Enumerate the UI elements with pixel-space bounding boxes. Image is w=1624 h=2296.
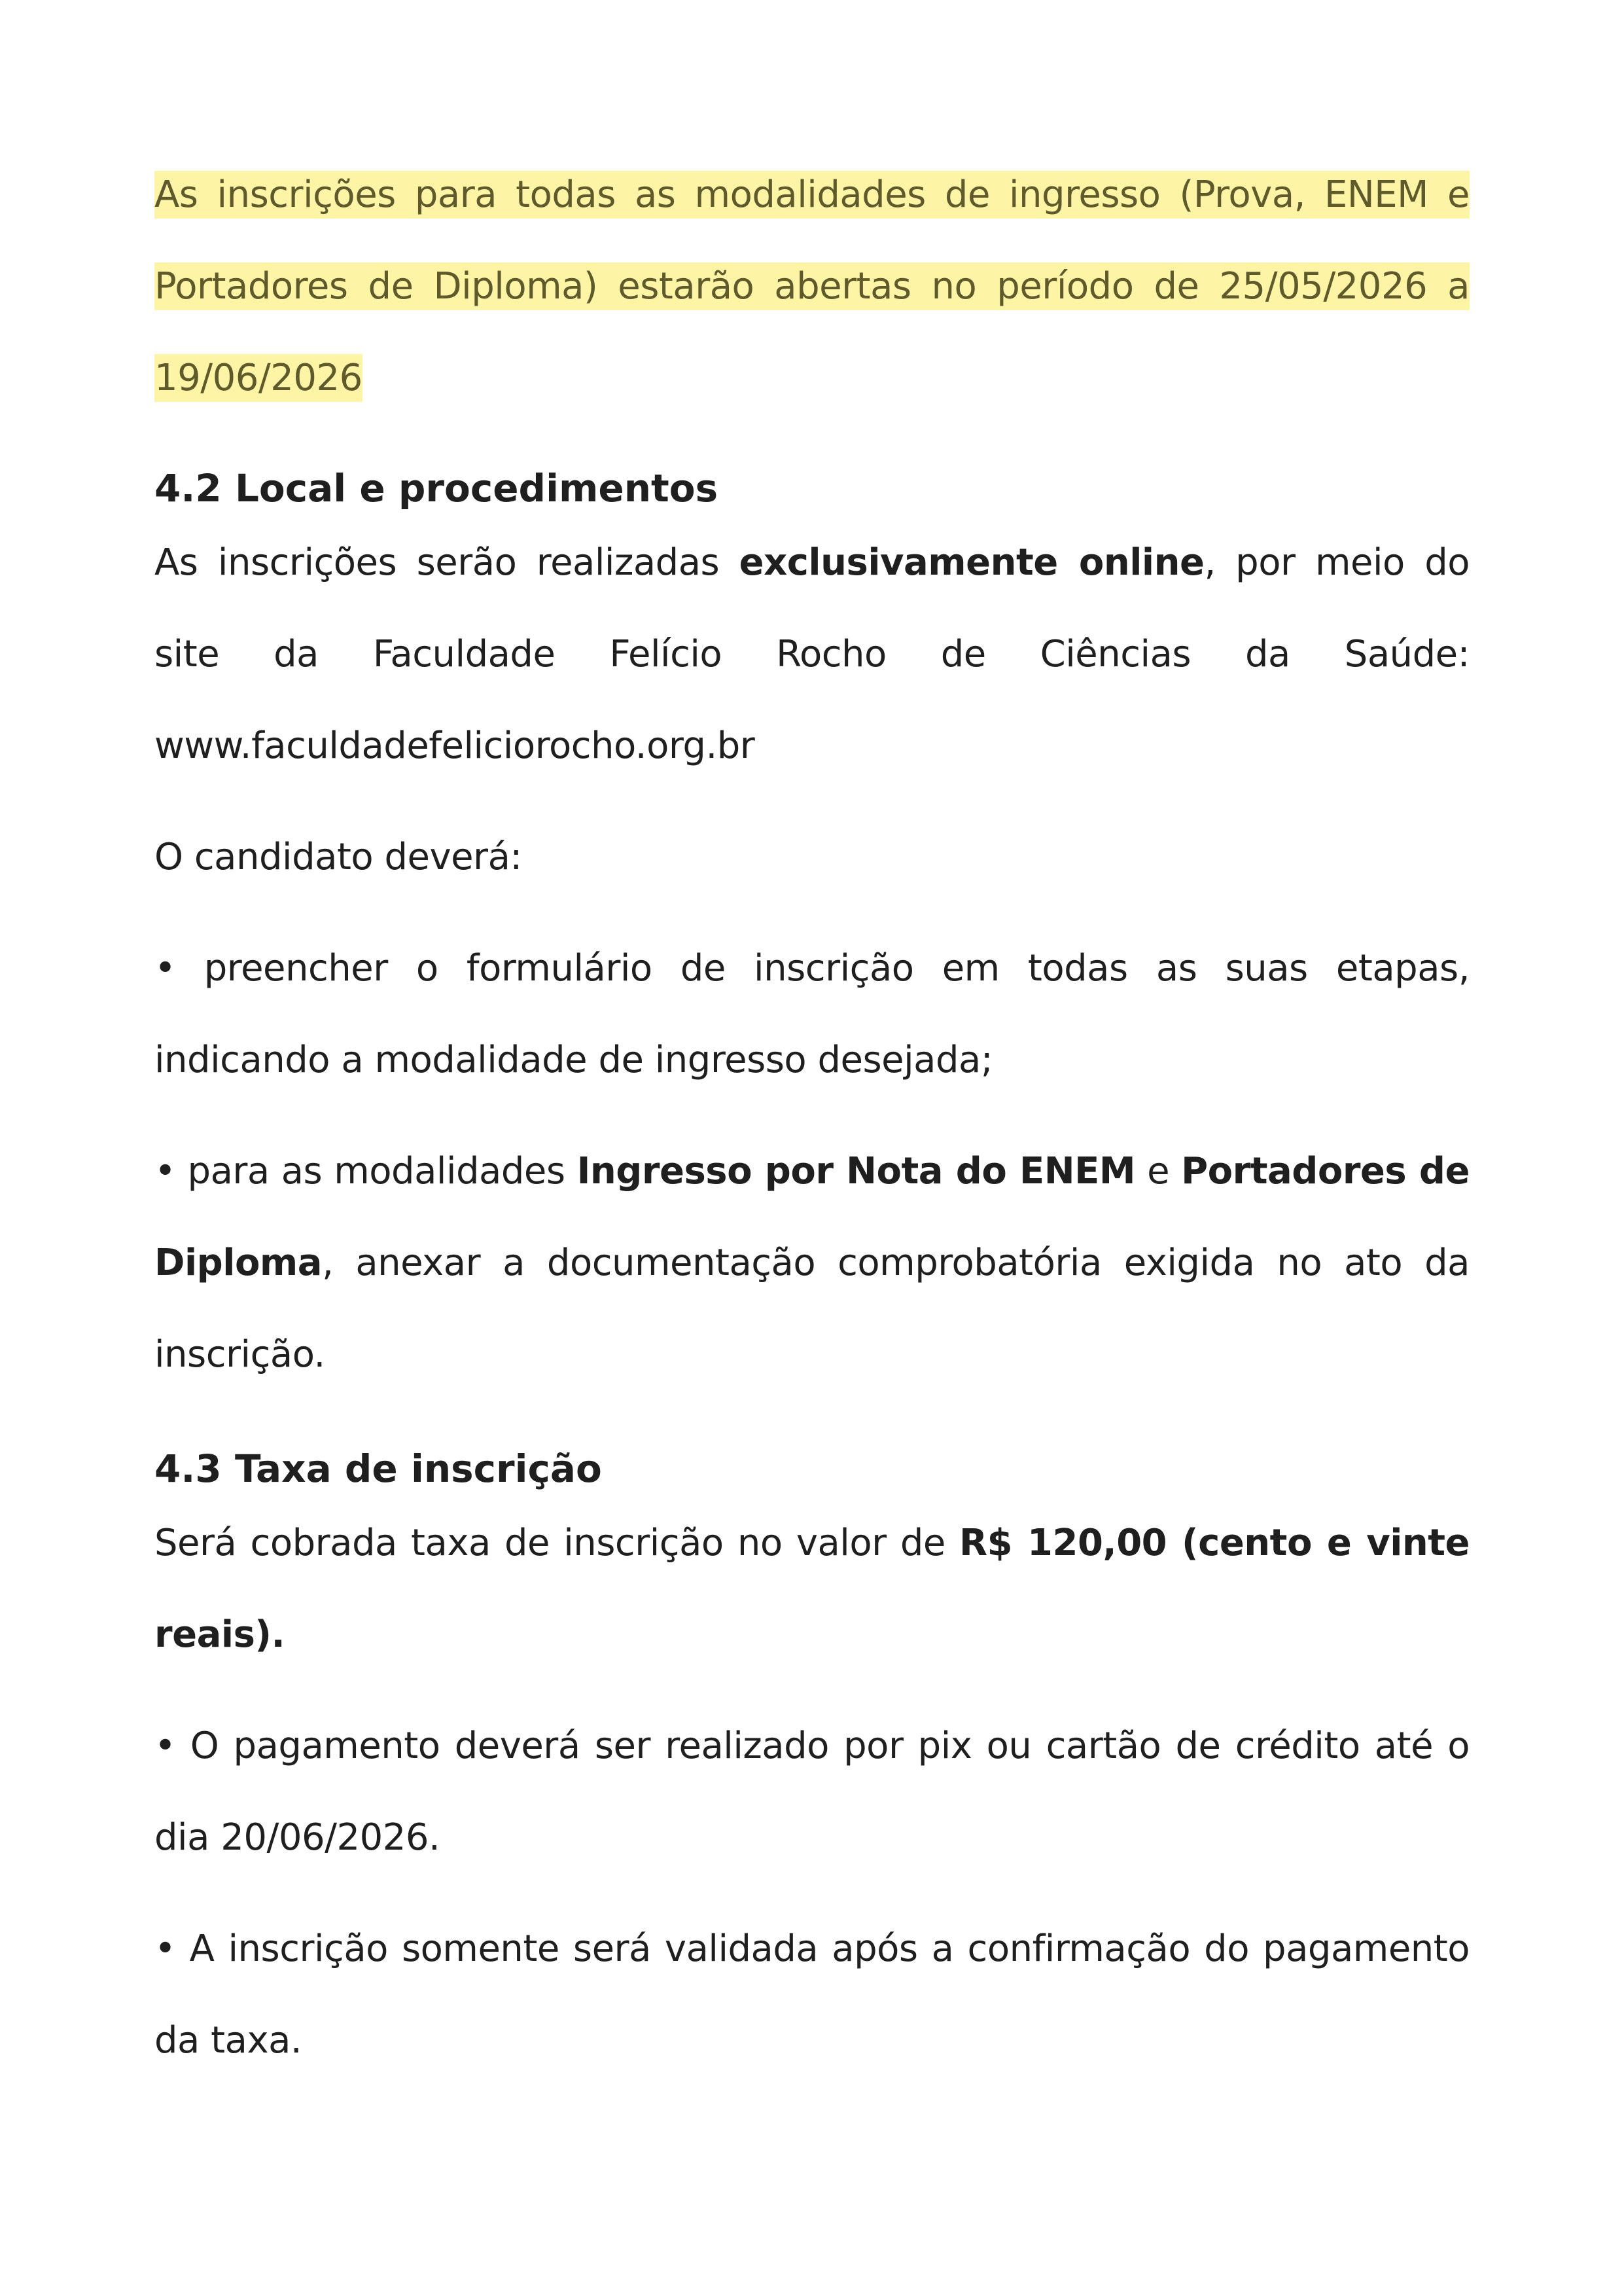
bullet-payment: • O pagamento deverá ser realizado por pix ou cartão de crédito até o dia 20/06/2026.	[154, 1725, 1470, 1859]
section-heading-4-3: 4.3 Taxa de inscrição	[154, 1446, 602, 1491]
bold-text: R$ 120,00 (cento e vinte reais).	[154, 1522, 1470, 1656]
bold-text: Portadores de Diploma	[154, 1150, 1470, 1284]
text-run: , por meio do site da Faculdade Felício Rocho de Ciências da Saúde: www.faculdadefeliciorocho.org.br	[154, 541, 1470, 767]
bullet-fill-form: • preencher o formulário de inscrição em todas as suas etapas, indicando a modalidade de ingresso desejada;	[154, 947, 1470, 1081]
bullet-validation: • A inscrição somente será validada após a confirmação do pagamento da taxa.	[154, 1928, 1470, 2062]
registration-period-paragraph	[154, 149, 1470, 424]
bold-text: exclusivamente online	[739, 541, 1205, 584]
section-heading-4-2: 4.2 Local e procedimentos	[154, 466, 718, 511]
text-run: As inscrições serão realizadas	[154, 541, 739, 584]
candidate-must-paragraph: O candidato deverá:	[154, 836, 522, 878]
text-run: • para as modalidades	[154, 1150, 577, 1193]
text-run: e	[1135, 1150, 1182, 1193]
fee-paragraph	[154, 1498, 1470, 1681]
text-run: Será cobrada taxa de inscrição no valor de	[154, 1522, 960, 1564]
bullet-attach-documents	[154, 1126, 1470, 1401]
online-registration-paragraph	[154, 517, 1470, 792]
bold-text: Ingresso por Nota do ENEM	[576, 1150, 1136, 1193]
document-page	[154, 144, 1470, 2087]
text-run: , anexar a documentação comprobatória exigida no ato da inscrição.	[154, 1242, 1470, 1376]
highlighted-text: As inscrições para todas as modalidades de ingresso (Prova, ENEM e Portadores de Diploma) estarão abertas no período de 25/05/2026 a 19/06/2026	[154, 171, 1470, 402]
